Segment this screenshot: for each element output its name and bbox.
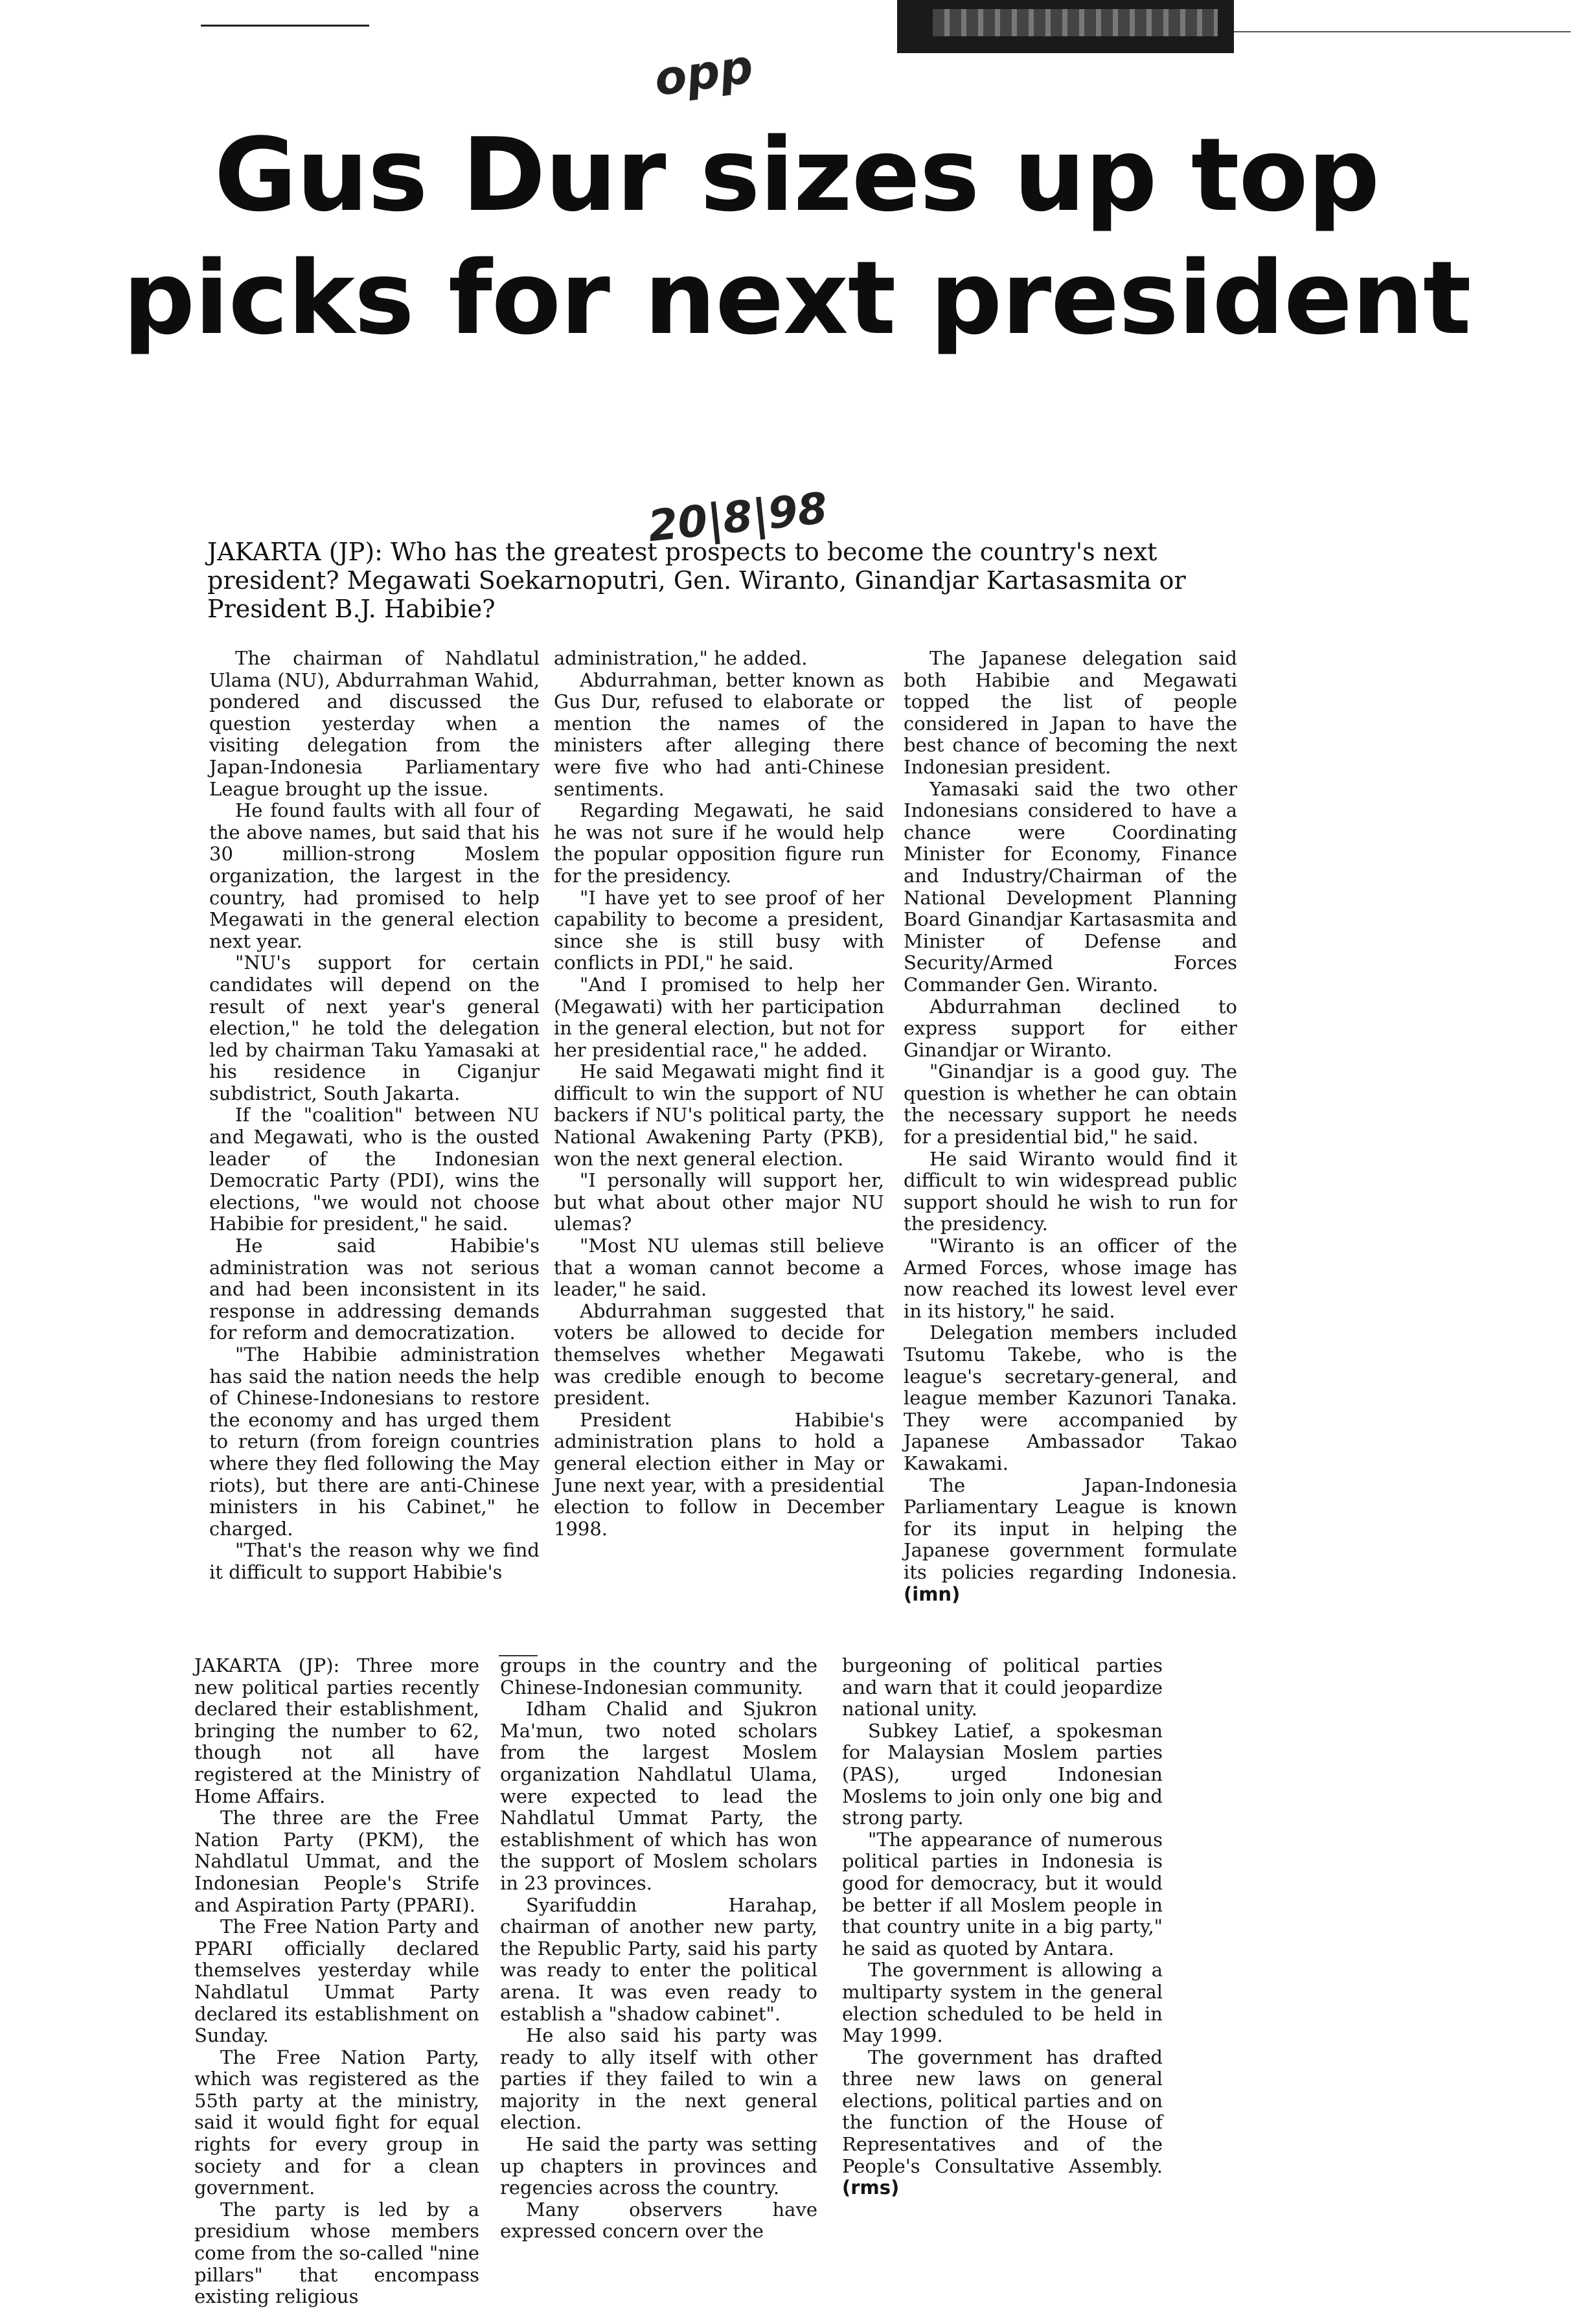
handwritten-code: opp <box>650 38 757 107</box>
paragraph: "Ginandjar is a good guy. The question is whether he can obtain the necessary support he needs for a presidential bid," he said. <box>904 1060 1237 1148</box>
paragraph: He said Wiranto would find it difficult to win widespread public support should he wish to run for the presidency. <box>904 1147 1237 1235</box>
paragraph: He said the party was setting up chapters in provinces and regencies across the country. <box>500 2133 817 2199</box>
paragraph: The government is allowing a multiparty system in the general election scheduled to be held in May 1999. <box>842 1959 1163 2047</box>
handwritten-date: 20|8|98 <box>645 483 830 552</box>
article1-column-2 <box>554 648 884 1540</box>
paragraph: He said Megawati might find it difficult to win the support of NU backers if NU's political party, the National Awakening Party (PKB), won the next general election. <box>554 1060 884 1170</box>
paragraph: Abdurrahman suggested that voters be allowed to decide for themselves whether Megawati was credible enough to become president. <box>554 1299 884 1410</box>
paragraph: He found faults with all four of the above names, but said that his 30 million-strong Moslem organization, the largest in the country, had promised to help Megawati in the general election next year. <box>209 799 540 952</box>
paragraph: "And I promised to help her (Megawati) with her participation in the general election, but not for her presidential race," he added. <box>554 973 884 1061</box>
paragraph: The party is led by a presidium whose members come from the so-called "nine pillars" that encompass existing religious <box>194 2198 479 2308</box>
paragraph: Regarding Megawati, he said he was not sure if he would help the popular opposition figure run for the presidency. <box>554 799 884 887</box>
paragraph: "Most NU ulemas still believe that a woman cannot become a leader," he said. <box>554 1235 884 1301</box>
paragraph: President Habibie's administration plans to hold a general election either in May or June next year, with a presidential election to follow in December 1998. <box>554 1408 884 1540</box>
paragraph: He also said his party was ready to ally itself with other parties if they failed to win a majority in the next general election. <box>500 2024 817 2134</box>
paragraph: The Japan-Indonesia Parliamentary League is known for its input in helping the Japanese government formulate its policies regarding Indonesia. (imn) <box>904 1474 1237 1605</box>
paragraph: The Free Nation Party, which was registered as the 55th party at the ministry, said it would fight for equal rights for every group in society and for a clean government. <box>194 2046 479 2199</box>
paragraph: "The Habibie administration has said the nation needs the help of Chinese-Indonesians to restore the economy and has urged them to return (from foreign countries where they fled following the May riots), but there are anti-Chinese ministers in his Cabinet," he charged. <box>209 1343 540 1540</box>
paragraph: administration," he added. <box>554 647 808 669</box>
paragraph: "NU's support for certain candidates will depend on the result of next year's general election," he told the delegation led by chairman Taku Yamasaki at his residence in Ciganjur subdistrict, South Jakarta. <box>209 952 540 1104</box>
paragraph: "That's the reason why we find it difficult to support Habibie's <box>209 1539 540 1583</box>
paragraph: "I have yet to see proof of her capability to become a president, since she is still busy with conflicts in PDI," he said. <box>554 886 884 974</box>
paragraph: The Japanese delegation said both Habibie and Megawati topped the list of people considered in Japan to have the best chance of becoming the next Indonesian president. <box>904 647 1237 778</box>
paragraph: Idham Chalid and Sjukron Ma'mun, two noted scholars from the largest Moslem organization Nahdlatul Ulama, were expected to lead the Nahdlatul Ummat Party, the establishment of which has won the support of Moslem scholars in 23 provinces. <box>500 1698 817 1894</box>
paragraph: "Wiranto is an officer of the Armed Forces, whose image has now reached its lowest level ever in its history," he said. <box>904 1235 1237 1322</box>
headline: Gus Dur sizes up top picks for next president <box>122 116 1471 357</box>
paragraph: Syarifuddin Harahap, chairman of another new party, the Republic Party, said his party was ready to enter the political arena. It was even ready to establish a "shadow cabinet". <box>500 1893 817 2025</box>
article1-column-1 <box>209 648 540 1584</box>
author-signature: (imn) <box>904 1582 961 1605</box>
paragraph: Yamasaki said the two other Indonesians considered to have a chance were Coordinating Minister for Economy, Finance and Industry/Chairman of the National Development Planning Board Ginandjar Kartasasmita and Minister of Defense and Security/Armed Forces Commander Gen. Wiranto. <box>904 777 1237 996</box>
paragraph: If the "coalition" between NU and Megawati, who is the ousted leader of the Indonesian Democratic Party (PDI), wins the elections, "we would not choose Habibie for president," he said. <box>209 1104 540 1235</box>
paragraph: Delegation members included Tsutomu Takebe, who is the league's secretary-general, and league member Kazunori Tanaka. They were accompanied by Japanese Ambassador Takao Kawakami. <box>904 1321 1237 1474</box>
paragraph: The chairman of Nahdlatul Ulama (NU), Abdurrahman Wahid, pondered and discussed the question yesterday when a visiting delegation from the Japan-Indonesia Parliamentary League brought up the issue. <box>209 647 540 800</box>
paragraph: Abdurrahman declined to express support for either Ginandjar or Wiranto. <box>904 995 1237 1061</box>
paragraph: "The appearance of numerous political parties in Indonesia is good for democracy, but it would be better if all Moslem people in that country unite in a big party," he said as quoted by Antara. <box>842 1828 1163 1960</box>
article2-column-2 <box>500 1655 817 2243</box>
lead-paragraph: JAKARTA (JP): Who has the greatest prospects to become the country's next president? Megawati Soekarnoputri, Gen. Wiranto, Ginandjar Kartasasmita or President B.J. Habibie? <box>207 538 1186 623</box>
paragraph: "I personally will support her, but what about other major NU ulemas? <box>554 1169 884 1235</box>
scan-edge-line-left <box>201 25 369 27</box>
paragraph: burgeoning of political parties and warn that it could jeopardize national unity. <box>842 1654 1163 1720</box>
paragraph: The government has drafted three new laws on general elections, political parties and on the function of the House of Representatives and of the People's Consultative Assembly. (rms) <box>842 2046 1163 2199</box>
paragraph: Abdurrahman, better known as Gus Dur, refused to elaborate or mention the names of the ministers after alleging there were five who had anti-Chinese sentiments. <box>554 668 884 800</box>
paragraph: groups in the country and the Chinese-Indonesian community. <box>500 1654 817 1698</box>
article2-column-1 <box>194 1655 479 2308</box>
author-signature: (rms) <box>842 2177 900 2199</box>
paragraph: Many observers have expressed concern over the <box>500 2198 817 2243</box>
paragraph: JAKARTA (JP): Three more new political parties recently declared their establishment, bringing the number to 62, though not all have registered at the Ministry of Home Affairs. <box>194 1654 479 1807</box>
scan-edge-line-right <box>1234 31 1571 32</box>
paragraph: The three are the Free Nation Party (PKM), the Nahdlatul Ummat, and the Indonesian People's Strife and Aspiration Party (PPARI). <box>194 1807 479 1916</box>
section-tab-pattern <box>933 9 1218 36</box>
paragraph: The Free Nation Party and PPARI officially declared themselves yesterday while Nahdlatul Ummat Party declared its establishment on Sunday. <box>194 1915 479 2047</box>
paragraph: Subkey Latief, a spokesman for Malaysian Moslem parties (PAS), urged Indonesian Moslems to join only one big and strong party. <box>842 1719 1163 1829</box>
paragraph: He said Habibie's administration was not serious and had been inconsistent in its response in addressing demands for reform and democratization. <box>209 1235 540 1344</box>
article2-column-3 <box>842 1655 1163 2199</box>
article1-column-3 <box>904 648 1237 1605</box>
